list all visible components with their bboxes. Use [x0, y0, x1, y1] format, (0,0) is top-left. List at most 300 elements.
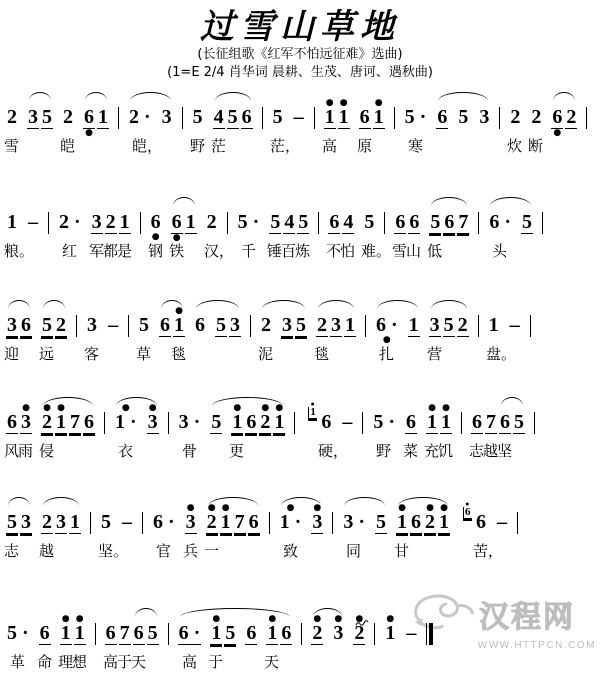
note-digit: 5 — [211, 411, 222, 433]
note — [58, 205, 82, 242]
augmentation-dot: · — [386, 314, 398, 336]
note-digit: 3 — [21, 511, 31, 533]
note — [443, 308, 455, 346]
note-digit: 1 — [267, 622, 278, 644]
note — [39, 616, 51, 654]
lyrics-row — [0, 345, 600, 365]
note-digit: 5 — [227, 106, 238, 128]
barline — [530, 308, 531, 337]
slur-arc — [161, 300, 183, 309]
note — [551, 100, 563, 138]
augmentation-dot: · — [139, 106, 151, 128]
octave-dot-above: ● — [148, 403, 157, 413]
note-digit: 1 — [439, 511, 450, 533]
note — [248, 505, 260, 543]
note-digit: 5 — [443, 314, 454, 336]
slur-arc — [431, 300, 467, 309]
note-digit: 6 — [246, 411, 257, 433]
note-digit: – — [342, 411, 353, 433]
note-digit: 6 — [406, 411, 417, 433]
note-digit: 2 · — [59, 211, 81, 233]
octave-dot-above: ● — [386, 614, 395, 624]
note-digit: 6 — [444, 211, 455, 233]
dash — [107, 308, 119, 345]
note — [97, 100, 109, 138]
note — [465, 500, 487, 542]
note-digit: 3 · — [178, 411, 201, 433]
octave-dot-above: ● — [212, 614, 221, 624]
note — [311, 616, 323, 654]
octave-dot-above: ● — [442, 403, 450, 413]
barline — [142, 505, 143, 534]
barline — [517, 505, 518, 534]
note-digit: 6 — [359, 106, 370, 128]
lyric-syllable: 不 — [326, 242, 342, 260]
barline — [586, 100, 587, 129]
note-digit: 5 — [270, 211, 281, 233]
note-digit: 2 — [42, 411, 52, 433]
note-digit: 5 — [376, 511, 387, 533]
note-digit: 2 — [261, 314, 271, 336]
note-digit: 5 — [298, 211, 309, 233]
lyric-syllable: 硬， — [318, 442, 349, 460]
note-digit: 6 — [248, 511, 259, 533]
lyric-syllable: 高 — [182, 653, 198, 671]
note — [147, 616, 159, 654]
octave-dot-above: ● — [43, 403, 51, 413]
slur-arc — [135, 608, 157, 617]
note — [408, 205, 420, 243]
note-digit: 5 — [514, 411, 525, 433]
slur-arc — [29, 92, 51, 101]
note-digit: 7 — [458, 211, 469, 233]
note-digit: 5 · — [404, 106, 427, 128]
note — [185, 205, 197, 243]
octave-dot-below: ● — [151, 232, 160, 242]
note-digit: 1 — [98, 106, 108, 128]
song-title: 过雪山草地 — [200, 7, 400, 47]
note-digit: 1 — [232, 411, 243, 433]
note-digit: 6 — [160, 314, 170, 336]
note-digit: 6 — [150, 211, 161, 233]
note — [171, 205, 183, 243]
lyric-syllable: 致 — [283, 542, 299, 560]
dash — [405, 616, 417, 653]
lyric-syllable: 高 — [322, 137, 338, 155]
barline — [499, 100, 500, 129]
augmentation-dot: · — [188, 622, 201, 644]
note — [159, 308, 171, 346]
note — [457, 100, 469, 137]
barline — [542, 205, 543, 234]
lyric-syllable: 百 — [281, 242, 297, 260]
lyric-syllable: 客 — [84, 345, 100, 363]
slur-arc — [196, 300, 239, 309]
note — [224, 616, 236, 654]
octave-dot-above: ● — [233, 403, 242, 413]
lyric-syllable: 炼 — [295, 242, 311, 260]
note — [471, 405, 483, 443]
octave-dot-above: ● — [325, 98, 334, 108]
note-digit: 7 — [119, 622, 130, 644]
dash — [496, 505, 508, 542]
note — [373, 100, 385, 138]
note-digit: 2 — [105, 211, 116, 233]
augmentation-dot: · — [383, 411, 396, 433]
octave-dot-above: ● — [355, 614, 364, 624]
note — [185, 505, 197, 543]
note-digit: 5 — [192, 106, 203, 128]
lyric-syllable: 天 — [264, 653, 280, 671]
note-digit: 4 — [343, 211, 354, 233]
barline — [168, 405, 169, 434]
lyric-syllable: 低 — [427, 242, 443, 260]
note — [328, 205, 340, 243]
notes-row — [0, 298, 600, 346]
octave-dot-above: ● — [428, 403, 436, 413]
barline — [250, 308, 251, 337]
lyric-syllable: 想 — [72, 653, 88, 671]
octave-dot-above: ● — [313, 503, 322, 513]
note-digit: 2 — [7, 106, 17, 128]
slur-arc — [262, 300, 305, 309]
octave-dot-above: ● — [275, 403, 284, 413]
note-digit: 3 — [147, 411, 158, 433]
octave-dot-above: ● — [313, 614, 322, 624]
slur-arc — [377, 300, 418, 309]
note — [280, 616, 292, 654]
lyric-syllable: 红 — [62, 242, 78, 260]
note — [6, 616, 30, 653]
notes-row — [0, 195, 600, 243]
lyric-syllable: 越 — [39, 542, 55, 560]
note-digit: 1 — [373, 106, 384, 128]
note — [91, 205, 103, 243]
note — [332, 616, 344, 653]
note — [178, 616, 202, 654]
notes-row — [0, 495, 600, 543]
note — [565, 100, 577, 138]
barline — [301, 616, 302, 645]
note-digit: 6 — [195, 314, 205, 336]
note-digit: 2 — [56, 314, 66, 336]
lyric-syllable: 革 — [10, 653, 26, 671]
lyric-syllable: 粮。 — [4, 242, 35, 260]
lyric-syllable: 营 — [427, 345, 443, 363]
note-digit: 3 — [429, 314, 440, 336]
note — [457, 308, 469, 346]
lyric-syllable: 野 — [376, 442, 392, 460]
note — [6, 405, 18, 443]
augmentation-dot: · — [247, 211, 260, 233]
note — [394, 205, 406, 243]
augmentation-dot: · — [414, 106, 427, 128]
note — [55, 505, 67, 543]
note — [521, 205, 533, 243]
slur-arc — [43, 397, 93, 406]
slur-arc — [212, 397, 283, 406]
note — [509, 100, 521, 137]
note — [424, 505, 436, 543]
note-digit: 1 — [7, 211, 17, 233]
note-digit: 1 — [427, 411, 438, 433]
lyric-syllable: 钢 — [148, 242, 164, 260]
note-digit: – — [497, 511, 508, 533]
octave-dot-below: ● — [85, 128, 93, 138]
augmentation-dot: · — [69, 211, 81, 233]
note-digit: 1 — [397, 511, 408, 533]
lyric-syllable: 命 — [37, 653, 53, 671]
note — [436, 100, 448, 138]
note — [375, 308, 399, 345]
augmentation-dot: · — [499, 211, 512, 233]
barline — [314, 100, 315, 129]
note — [295, 308, 307, 346]
note-digit: 2 — [63, 106, 73, 128]
note — [27, 100, 39, 138]
note-digit: 4 — [284, 211, 295, 233]
octave-dot-above: ● — [398, 503, 406, 513]
lyric-syllable: 锤 — [267, 242, 283, 260]
note — [426, 405, 438, 443]
octave-dot-above: ● — [440, 503, 448, 513]
slur-arc — [313, 608, 342, 617]
note-digit: – — [406, 622, 417, 644]
note-digit: 7 — [234, 511, 245, 533]
mordent-ornament-icon — [355, 612, 369, 631]
note-digit: 3 · — [343, 511, 366, 533]
note-digit: 6 — [84, 411, 94, 433]
note-digit: 5 — [522, 211, 533, 233]
lyric-syllable: 炊 — [507, 137, 523, 155]
note — [210, 616, 222, 654]
note-digit: 2 — [260, 411, 271, 433]
note — [55, 308, 67, 346]
note — [41, 100, 53, 138]
note — [330, 308, 342, 346]
note — [396, 505, 408, 543]
octave-dot-above: ● — [334, 614, 343, 624]
note-digit: 6 — [321, 411, 332, 433]
slur-arc — [8, 497, 30, 506]
barline — [478, 205, 479, 234]
note-digit: 1 — [119, 211, 130, 233]
note — [359, 100, 371, 138]
note-digit: 6 — [437, 106, 448, 128]
octave-dot-above: ● — [175, 306, 183, 316]
note-digit: 6 — [552, 106, 563, 128]
octave-dot-above: ● — [75, 614, 84, 624]
note — [283, 205, 295, 243]
note-digit: 3 — [479, 106, 490, 128]
note-digit: 6 — [105, 622, 116, 644]
note-digit: 1 — [60, 622, 71, 644]
note-digit: 6 — [500, 411, 511, 433]
note — [20, 505, 32, 543]
note — [234, 505, 246, 543]
note — [530, 100, 542, 137]
note-digit: 5 — [458, 106, 469, 128]
note — [485, 405, 497, 443]
note-digit: 5 — [430, 211, 441, 233]
note-digit: 7 — [70, 411, 80, 433]
note — [55, 405, 67, 443]
note-digit: 6 — [409, 211, 420, 233]
note — [443, 205, 455, 243]
lyric-syllable: 毯 — [314, 345, 330, 363]
barline — [374, 616, 375, 645]
dash — [27, 205, 39, 242]
lyric-syllable: 雪 — [392, 242, 408, 260]
note — [20, 308, 32, 346]
note-digit: 6 — [281, 622, 292, 644]
slur-arc — [318, 300, 354, 309]
note — [114, 405, 138, 442]
lyric-syllable: 侵 — [39, 442, 55, 460]
note — [237, 205, 261, 242]
note — [440, 405, 452, 443]
note-digit: 5 — [216, 314, 226, 336]
slur-arc — [398, 497, 448, 506]
augmentation-dot: · — [353, 511, 366, 533]
note-digit: 6 · — [153, 511, 175, 533]
note — [338, 100, 350, 138]
note — [119, 205, 131, 243]
note — [260, 308, 272, 345]
note — [210, 405, 222, 443]
note-digit: 5 — [42, 314, 52, 336]
octave-dot-above: ● — [268, 614, 277, 624]
note-digit: 6 — [246, 622, 257, 644]
music-line — [0, 395, 600, 460]
note-digit: 2 — [510, 106, 521, 128]
note — [133, 616, 145, 654]
note — [245, 405, 257, 443]
lyric-syllable: 志 — [4, 542, 20, 560]
song-source-subtitle: (长征组歌《红军不怕远征难》选曲) — [197, 47, 403, 62]
note-digit: 2 — [42, 511, 52, 533]
note — [100, 505, 112, 542]
note — [194, 308, 206, 345]
note — [41, 405, 53, 443]
slur-arc — [116, 397, 157, 406]
note-digit: 6 — [329, 211, 340, 233]
note-digit: 3 — [312, 511, 323, 533]
lyric-syllable: 断 — [528, 137, 544, 155]
note — [405, 405, 417, 443]
slur-arc — [8, 300, 30, 309]
note — [229, 308, 241, 346]
note — [69, 405, 81, 443]
note-digit: 5 — [364, 211, 375, 233]
note — [152, 505, 176, 542]
note-digit: 6 — [39, 622, 50, 644]
note-digit: 7 — [486, 411, 497, 433]
notes-row — [0, 395, 600, 443]
augmentation-dot: · — [289, 511, 302, 533]
slur-arc — [215, 92, 251, 101]
note — [438, 505, 450, 543]
slur-arc — [43, 300, 65, 309]
note-digit: 5 — [225, 622, 236, 644]
barline — [182, 100, 183, 129]
note-digit: 1 — [345, 314, 355, 336]
octave-dot-above: ● — [221, 503, 230, 513]
note-digit: 6 — [84, 106, 94, 128]
note-digit: 6 · — [376, 314, 398, 336]
slur-arc — [501, 397, 523, 406]
note — [220, 505, 232, 543]
note-digit: 5 · — [373, 411, 396, 433]
note — [173, 308, 185, 346]
octave-dot-above: ● — [426, 503, 434, 513]
note-digit: 1 — [324, 106, 335, 128]
note — [513, 405, 525, 443]
note-digit: 2 — [206, 511, 217, 533]
note-digit: 1 · — [115, 411, 137, 433]
note — [429, 308, 441, 346]
note — [215, 308, 227, 346]
slur-arc — [208, 497, 258, 506]
note — [119, 616, 131, 654]
note — [404, 100, 428, 137]
note-digit: – — [122, 511, 132, 533]
note — [269, 205, 281, 243]
lyric-syllable: 草 — [136, 345, 152, 363]
note — [83, 405, 95, 443]
lyric-syllable: 毯 — [171, 345, 187, 363]
note — [342, 505, 366, 542]
dash — [509, 308, 521, 345]
note-digit: 6 · — [178, 622, 201, 644]
note — [353, 616, 365, 654]
note — [69, 505, 81, 543]
note-digit: 2 — [317, 314, 327, 336]
barline — [365, 308, 366, 337]
note — [384, 616, 396, 653]
notes-row — [0, 90, 600, 138]
note-digit: 5 — [7, 511, 17, 533]
lyric-syllable: 茫 — [211, 137, 227, 155]
lyric-syllable: 更 — [229, 442, 245, 460]
grace-note: ● 6 — [465, 500, 471, 518]
octave-dot-below: ● — [382, 335, 391, 345]
note-digit: 3 — [230, 314, 240, 336]
lyric-syllable: 铁 — [169, 242, 185, 260]
lyric-syllable: 同 — [346, 542, 362, 560]
lyric-syllable: 山 — [406, 242, 422, 260]
watermark-site-name: 汉程网 — [479, 600, 575, 635]
lyric-syllable: 于 — [208, 653, 224, 671]
note-digit: 3 — [161, 106, 172, 128]
note-digit: 6 — [472, 411, 483, 433]
note — [6, 308, 18, 346]
lyrics-row — [0, 242, 600, 262]
note-digit: 3 — [333, 622, 344, 644]
note-digit: 1 — [220, 511, 231, 533]
octave-dot-above: ● — [286, 503, 295, 513]
note — [311, 505, 323, 543]
lyric-syllable: 雨 — [18, 442, 34, 460]
slur-arc — [180, 608, 290, 617]
note — [279, 505, 303, 542]
lyric-syllable: 坚。 — [98, 542, 129, 560]
slur-arc — [553, 92, 575, 101]
barline — [362, 405, 363, 434]
note — [259, 405, 271, 443]
note — [161, 100, 173, 137]
slur-arc — [490, 197, 531, 206]
